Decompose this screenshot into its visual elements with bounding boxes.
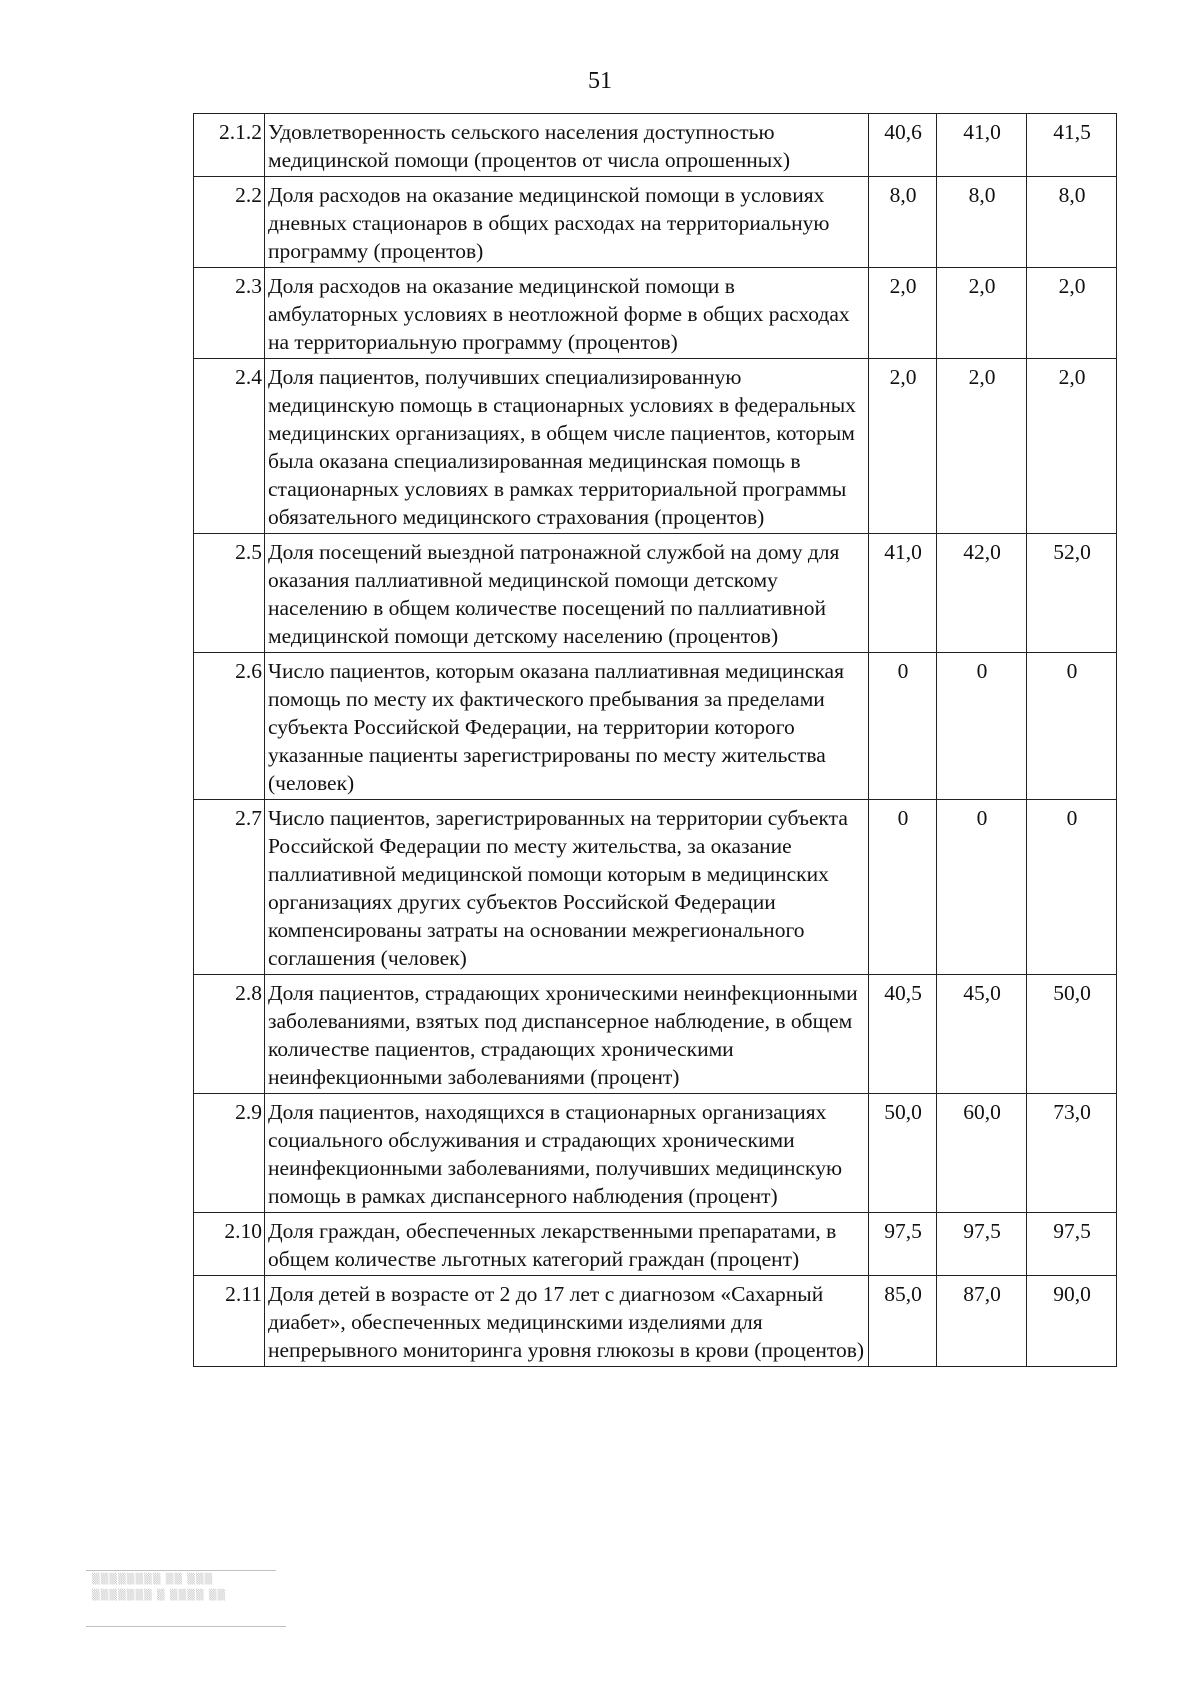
- row-number: 2.10: [194, 1213, 265, 1276]
- table-row: [194, 268, 1117, 359]
- indicator-name: Доля детей в возрасте от 2 до 17 лет с диагнозом «Сахарный диабет», обеспеченных медицинскими изделиями для непрерывного мониторинга уровня глюкозы в крови (процентов): [265, 1276, 869, 1367]
- value-year-1: 40,6: [869, 114, 937, 177]
- indicators-table: [193, 113, 1117, 1367]
- table-row: [194, 800, 1117, 975]
- table-row: [194, 975, 1117, 1094]
- table-row: [194, 1276, 1117, 1367]
- value-year-3: 0: [1027, 800, 1117, 975]
- value-year-3: 97,5: [1027, 1213, 1117, 1276]
- indicator-name: Доля расходов на оказание медицинской помощи в условиях дневных стационаров в общих расходах на территориальную программу (процентов): [265, 177, 869, 268]
- value-year-3: 41,5: [1027, 114, 1117, 177]
- value-year-2: 2,0: [937, 268, 1027, 359]
- value-year-1: 97,5: [869, 1213, 937, 1276]
- table-row: [194, 1094, 1117, 1213]
- page-number: 51: [588, 68, 612, 94]
- table-row: [194, 114, 1117, 177]
- value-year-2: 8,0: [937, 177, 1027, 268]
- registration-stamp: ▒▒▒▒▒▒▒▒ ▒▒ ▒▒▒ ▒▒▒▒▒▒▒ ▒ ▒▒▒▒ ▒▒: [80, 1568, 295, 1630]
- value-year-1: 0: [869, 800, 937, 975]
- row-number: 2.2: [194, 177, 265, 268]
- row-number: 2.5: [194, 534, 265, 653]
- table-body: [194, 114, 1117, 1367]
- value-year-2: 2,0: [937, 359, 1027, 534]
- value-year-2: 0: [937, 653, 1027, 800]
- value-year-3: 0: [1027, 653, 1117, 800]
- row-number: 2.8: [194, 975, 265, 1094]
- indicator-name: Доля пациентов, страдающих хроническими неинфекционными заболеваниями, взятых под диспансерное наблюдение, в общем количестве пациентов, страдающих хроническими неинфекционными заболеваниями (процент): [265, 975, 869, 1094]
- value-year-1: 2,0: [869, 359, 937, 534]
- value-year-1: 50,0: [869, 1094, 937, 1213]
- value-year-1: 40,5: [869, 975, 937, 1094]
- value-year-2: 60,0: [937, 1094, 1027, 1213]
- value-year-1: 0: [869, 653, 937, 800]
- indicator-name: Число пациентов, зарегистрированных на территории субъекта Российской Федерации по месту жительства, за оказание паллиативной медицинской помощи которым в медицинских организациях других субъектов Российской Федерации компенсированы затраты на основании межрегионального соглашения (человек): [265, 800, 869, 975]
- table-row: [194, 653, 1117, 800]
- row-number: 2.7: [194, 800, 265, 975]
- value-year-3: 52,0: [1027, 534, 1117, 653]
- value-year-1: 8,0: [869, 177, 937, 268]
- value-year-2: 41,0: [937, 114, 1027, 177]
- indicator-name: Доля пациентов, находящихся в стационарных организациях социального обслуживания и страдающих хроническими неинфекционными заболеваниями, получивших медицинскую помощь в рамках диспансерного наблюдения (процент): [265, 1094, 869, 1213]
- indicator-name: Доля посещений выездной патронажной службой на дому для оказания паллиативной медицинской помощи детскому населению в общем количестве посещений по паллиативной медицинской помощи детскому населению (процентов): [265, 534, 869, 653]
- indicator-name: Доля пациентов, получивших специализированную медицинскую помощь в стационарных условиях в федеральных медицинских организациях, в общем числе пациентов, которым была оказана специализированная медицинская помощь в стационарных условиях в рамках территориальной программы обязательного медицинского страхования (процентов): [265, 359, 869, 534]
- indicator-name: Удовлетворенность сельского населения доступностью медицинской помощи (процентов от числа опрошенных): [265, 114, 869, 177]
- table-row: [194, 534, 1117, 653]
- indicator-name: Число пациентов, которым оказана паллиативная медицинская помощь по месту их фактического пребывания за пределами субъекта Российской Федерации, на территории которого указанные пациенты зарегистрированы по месту жительства (человек): [265, 653, 869, 800]
- row-number: 2.3: [194, 268, 265, 359]
- value-year-3: 73,0: [1027, 1094, 1117, 1213]
- value-year-3: 90,0: [1027, 1276, 1117, 1367]
- row-number: 2.4: [194, 359, 265, 534]
- value-year-3: 50,0: [1027, 975, 1117, 1094]
- row-number: 2.9: [194, 1094, 265, 1213]
- row-number: 2.1.2: [194, 114, 265, 177]
- value-year-2: 87,0: [937, 1276, 1027, 1367]
- indicator-name: Доля расходов на оказание медицинской помощи в амбулаторных условиях в неотложной форме в общих расходах на территориальную программу (процентов): [265, 268, 869, 359]
- value-year-1: 2,0: [869, 268, 937, 359]
- table-row: [194, 359, 1117, 534]
- value-year-1: 85,0: [869, 1276, 937, 1367]
- value-year-2: 42,0: [937, 534, 1027, 653]
- table-row: [194, 1213, 1117, 1276]
- indicator-name: Доля граждан, обеспеченных лекарственными препаратами, в общем количестве льготных категорий граждан (процент): [265, 1213, 869, 1276]
- value-year-1: 41,0: [869, 534, 937, 653]
- value-year-2: 0: [937, 800, 1027, 975]
- value-year-3: 8,0: [1027, 177, 1117, 268]
- value-year-3: 2,0: [1027, 359, 1117, 534]
- row-number: 2.11: [194, 1276, 265, 1367]
- value-year-3: 2,0: [1027, 268, 1117, 359]
- value-year-2: 97,5: [937, 1213, 1027, 1276]
- value-year-2: 45,0: [937, 975, 1027, 1094]
- table-row: [194, 177, 1117, 268]
- row-number: 2.6: [194, 653, 265, 800]
